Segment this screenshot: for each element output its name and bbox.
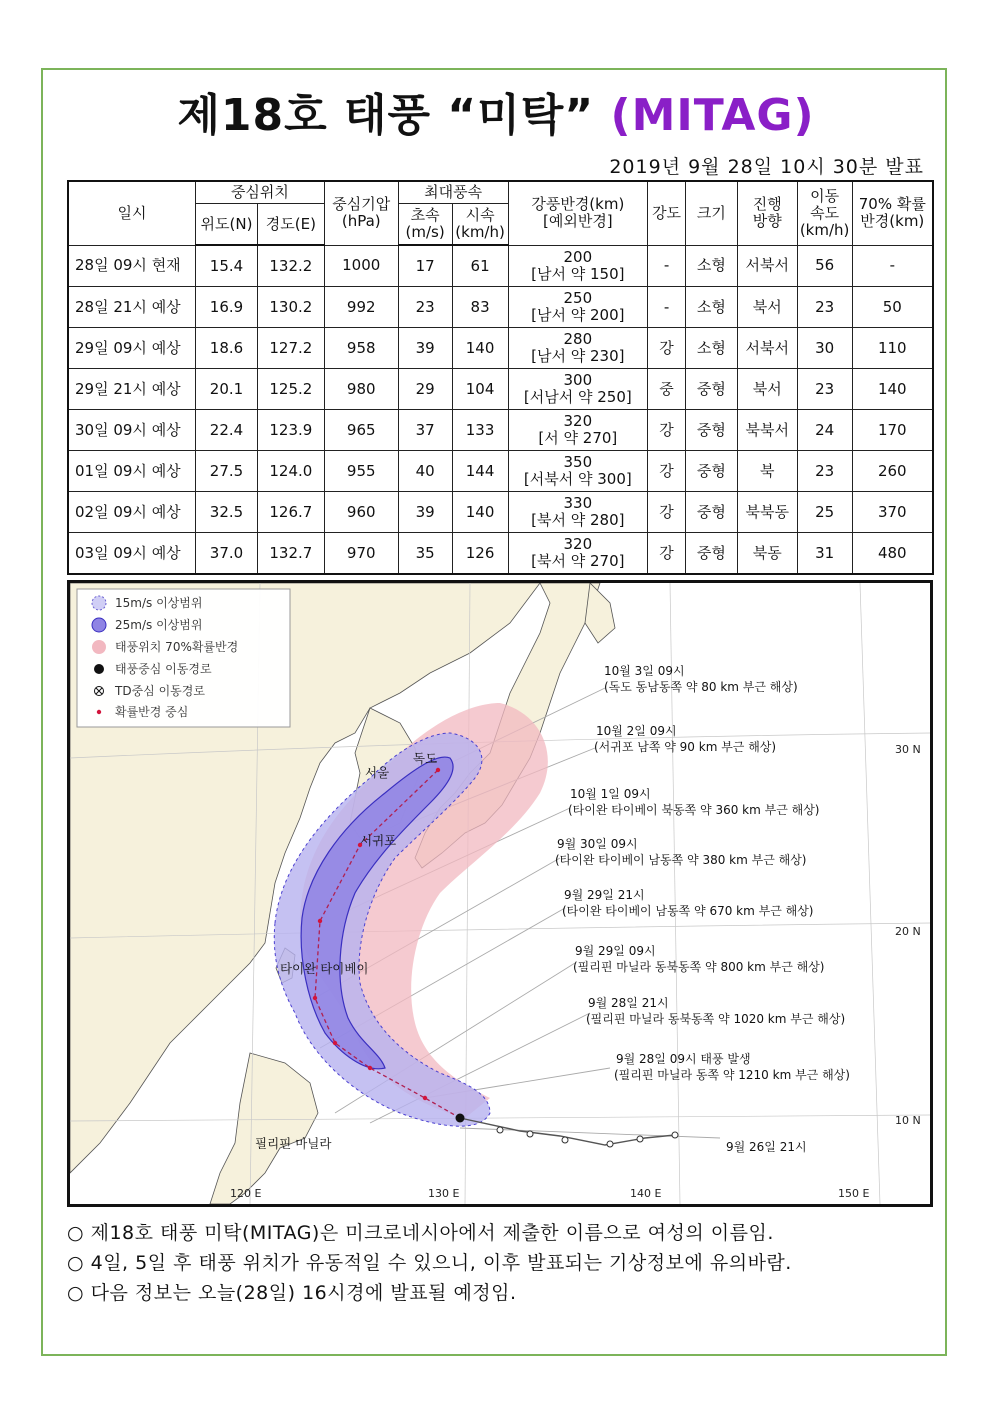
- cell-time: 03일 09시 예상: [68, 533, 196, 575]
- cell-radius: 300 [서남서 약 250]: [508, 369, 648, 410]
- header-prob-radius: 70% 확률 반경(km): [852, 181, 933, 245]
- cell-size: 소형: [686, 328, 738, 369]
- cell-size: 중형: [686, 369, 738, 410]
- cell-pres: 992: [324, 287, 398, 328]
- legend-prob: 태풍위치 70%확률반경: [115, 640, 239, 654]
- cell-prob: 110: [852, 328, 933, 369]
- cell-dir: 북서: [737, 287, 797, 328]
- cell-speed: 24: [797, 410, 852, 451]
- table-row: [68, 328, 933, 369]
- cell-dir: 북북동: [737, 492, 797, 533]
- cell-intensity: 강: [648, 328, 686, 369]
- cell-pres: 970: [324, 533, 398, 575]
- cell-lat: 22.4: [196, 410, 258, 451]
- cell-ms: 29: [398, 369, 452, 410]
- cell-ms: 40: [398, 451, 452, 492]
- cell-lat: 20.1: [196, 369, 258, 410]
- cell-prob: -: [852, 245, 933, 287]
- cell-intensity: 강: [648, 410, 686, 451]
- cell-prob: 50: [852, 287, 933, 328]
- city-seoul: 서울: [365, 765, 390, 780]
- cell-kmh: 126: [452, 533, 508, 575]
- cell-speed: 23: [797, 451, 852, 492]
- cell-dir: 서북서: [737, 245, 797, 287]
- cell-kmh: 61: [452, 245, 508, 287]
- typhoon-current-icon: [456, 1114, 465, 1123]
- header-maxwind: 최대풍속: [398, 181, 508, 204]
- cell-prob: 140: [852, 369, 933, 410]
- cell-intensity: 강: [648, 492, 686, 533]
- cell-speed: 31: [797, 533, 852, 575]
- cell-dir: 북: [737, 451, 797, 492]
- cell-kmh: 83: [452, 287, 508, 328]
- cell-size: 소형: [686, 245, 738, 287]
- svg-text:10월 1일 09시: 10월 1일 09시: [570, 787, 651, 801]
- cell-pres: 965: [324, 410, 398, 451]
- legend-15: 15m/s 이상범위: [115, 596, 203, 610]
- legend-track: 태풍중심 이동경로: [115, 662, 212, 676]
- cell-lat: 32.5: [196, 492, 258, 533]
- legend-td: TD중심 이동경로: [115, 684, 205, 698]
- map-legend: [77, 589, 290, 727]
- svg-text:150 E: 150 E: [838, 1187, 870, 1200]
- note-1: ○ 제18호 태풍 미탁(MITAG)은 미크로네시아에서 제출한 이름으로 여성의 이름임.: [67, 1222, 774, 1244]
- cell-radius: 350 [서북서 약 300]: [508, 451, 648, 492]
- cell-lon: 126.7: [257, 492, 324, 533]
- cell-radius: 200 [남서 약 150]: [508, 245, 648, 287]
- cell-pres: 980: [324, 369, 398, 410]
- header-pressure: 중심기압 (hPa): [324, 181, 398, 245]
- svg-text:(필리핀 마닐라 동북동쪽 약 800 km 부근 해상): (필리핀 마닐라 동북동쪽 약 800 km 부근 해상): [573, 960, 825, 974]
- note-2: ○ 4일, 5일 후 태풍 위치가 유동적일 수 있으니, 이후 발표되는 기상정보에 유의바람.: [67, 1252, 792, 1274]
- cell-radius: 280 [남서 약 230]: [508, 328, 648, 369]
- cell-lat: 18.6: [196, 328, 258, 369]
- header-speed: 이동 속도 (km/h): [797, 181, 852, 245]
- svg-text:(타이완 타이베이 남동쪽 약 380 km 부근 해상): (타이완 타이베이 남동쪽 약 380 km 부근 해상): [555, 853, 807, 867]
- cell-intensity: 중: [648, 369, 686, 410]
- cell-size: 중형: [686, 410, 738, 451]
- cell-kmh: 140: [452, 492, 508, 533]
- cell-pres: 1000: [324, 245, 398, 287]
- svg-text:9월 28일 09시 태풍 발생: 9월 28일 09시 태풍 발생: [616, 1052, 751, 1066]
- cell-time: 30일 09시 예상: [68, 410, 196, 451]
- cell-pres: 958: [324, 328, 398, 369]
- cell-prob: 370: [852, 492, 933, 533]
- cell-time: 01일 09시 예상: [68, 451, 196, 492]
- cell-lon: 123.9: [257, 410, 324, 451]
- cell-speed: 56: [797, 245, 852, 287]
- cell-size: 중형: [686, 492, 738, 533]
- cell-intensity: 강: [648, 451, 686, 492]
- cell-ms: 37: [398, 410, 452, 451]
- header-size: 크기: [686, 181, 738, 245]
- table-row: [68, 492, 933, 533]
- cell-intensity: 강: [648, 533, 686, 575]
- svg-text:30 N: 30 N: [895, 743, 921, 756]
- cell-radius: 320 [서 약 270]: [508, 410, 648, 451]
- cell-lat: 15.4: [196, 245, 258, 287]
- cell-time: 28일 21시 예상: [68, 287, 196, 328]
- svg-text:9월 29일 21시: 9월 29일 21시: [564, 888, 645, 902]
- note-3: ○ 다음 정보는 오늘(28일) 16시경에 발표될 예정임.: [67, 1282, 517, 1304]
- header-lat: 위도(N): [196, 204, 258, 246]
- cell-time: 29일 21시 예상: [68, 369, 196, 410]
- cell-prob: 170: [852, 410, 933, 451]
- cell-radius: 320 [북서 약 270]: [508, 533, 648, 575]
- issued-time: 2019년 9월 28일 10시 30분 발표: [609, 156, 924, 178]
- cell-dir: 북동: [737, 533, 797, 575]
- cell-dir: 서북서: [737, 328, 797, 369]
- cell-ms: 35: [398, 533, 452, 575]
- cell-speed: 30: [797, 328, 852, 369]
- cell-radius: 250 [남서 약 200]: [508, 287, 648, 328]
- header-kmh: 시속 (km/h): [452, 204, 508, 246]
- typhoon-track-map: [67, 580, 933, 1207]
- table-row: [68, 245, 933, 287]
- cell-ms: 23: [398, 287, 452, 328]
- cell-kmh: 104: [452, 369, 508, 410]
- legend-center: 확률반경 중심: [115, 705, 189, 719]
- svg-text:140 E: 140 E: [630, 1187, 662, 1200]
- svg-text:(타이완 타이베이 남동쪽 약 670 km 부근 해상): (타이완 타이베이 남동쪽 약 670 km 부근 해상): [562, 904, 814, 918]
- svg-text:9월 29일 09시: 9월 29일 09시: [575, 944, 656, 958]
- cell-speed: 23: [797, 287, 852, 328]
- svg-text:10월 3일 09시: 10월 3일 09시: [604, 664, 685, 678]
- svg-text:10 N: 10 N: [895, 1114, 921, 1127]
- cell-intensity: -: [648, 287, 686, 328]
- cell-ms: 39: [398, 328, 452, 369]
- svg-text:(독도 동남동쪽 약 80 km 부근 해상): (독도 동남동쪽 약 80 km 부근 해상): [604, 680, 798, 694]
- table-row: [68, 287, 933, 328]
- svg-text:9월 28일 21시: 9월 28일 21시: [588, 996, 669, 1010]
- table-row: [68, 369, 933, 410]
- svg-text:(필리핀 마닐라 동쪽 약 1210 km 부근 해상): (필리핀 마닐라 동쪽 약 1210 km 부근 해상): [614, 1068, 850, 1082]
- cell-size: 중형: [686, 533, 738, 575]
- td-start-label: 9월 26일 21시: [726, 1140, 807, 1154]
- cell-time: 28일 09시 현재: [68, 245, 196, 287]
- cell-kmh: 144: [452, 451, 508, 492]
- cell-size: 소형: [686, 287, 738, 328]
- table-row: [68, 533, 933, 575]
- cell-pres: 955: [324, 451, 398, 492]
- cell-dir: 북북서: [737, 410, 797, 451]
- cell-dir: 북서: [737, 369, 797, 410]
- cell-lon: 132.7: [257, 533, 324, 575]
- cell-lon: 132.2: [257, 245, 324, 287]
- cell-lon: 124.0: [257, 451, 324, 492]
- cell-radius: 330 [북서 약 280]: [508, 492, 648, 533]
- cell-speed: 23: [797, 369, 852, 410]
- cell-intensity: -: [648, 245, 686, 287]
- title-english: (MITAG): [610, 90, 815, 141]
- cell-lon: 130.2: [257, 287, 324, 328]
- city-dokdo: 독도: [413, 751, 438, 766]
- notes: [67, 1218, 792, 1308]
- header-ms: 초속 (m/s): [398, 204, 452, 246]
- cell-time: 02일 09시 예상: [68, 492, 196, 533]
- city-manila: 필리핀 마닐라: [255, 1136, 332, 1151]
- cell-lat: 16.9: [196, 287, 258, 328]
- cell-lon: 127.2: [257, 328, 324, 369]
- city-seogwipo: 서귀포: [360, 833, 397, 848]
- header-center: 중심위치: [196, 181, 325, 204]
- header-direction: 진행 방향: [737, 181, 797, 245]
- cell-lon: 125.2: [257, 369, 324, 410]
- cell-time: 29일 09시 예상: [68, 328, 196, 369]
- header-intensity: 강도: [648, 181, 686, 245]
- cell-prob: 260: [852, 451, 933, 492]
- cell-lat: 37.0: [196, 533, 258, 575]
- forecast-table: [67, 180, 934, 575]
- cell-prob: 480: [852, 533, 933, 575]
- svg-text:(서귀포 남쪽 약 90 km 부근 해상): (서귀포 남쪽 약 90 km 부근 해상): [594, 740, 777, 754]
- cell-kmh: 133: [452, 410, 508, 451]
- cell-pres: 960: [324, 492, 398, 533]
- svg-text:(타이완 타이베이 북동쪽 약 360 km 부근 해상): (타이완 타이베이 북동쪽 약 360 km 부근 해상): [568, 803, 820, 817]
- cell-size: 중형: [686, 451, 738, 492]
- cell-kmh: 140: [452, 328, 508, 369]
- svg-text:130 E: 130 E: [428, 1187, 460, 1200]
- cell-ms: 39: [398, 492, 452, 533]
- header-time: 일시: [68, 181, 196, 245]
- svg-text:9월 30일 09시: 9월 30일 09시: [557, 837, 638, 851]
- header-lon: 경도(E): [257, 204, 324, 246]
- table-row: [68, 451, 933, 492]
- cell-speed: 25: [797, 492, 852, 533]
- svg-text:120 E: 120 E: [230, 1187, 262, 1200]
- svg-text:(필리핀 마닐라 동북동쪽 약 1020 km 부근 해상): (필리핀 마닐라 동북동쪽 약 1020 km 부근 해상): [586, 1012, 846, 1026]
- svg-text:20 N: 20 N: [895, 925, 921, 938]
- cell-ms: 17: [398, 245, 452, 287]
- page-title: [0, 88, 992, 144]
- table-row: [68, 410, 933, 451]
- header-radius: 강풍반경(km) [예외반경]: [508, 181, 648, 245]
- svg-text:10월 2일 09시: 10월 2일 09시: [596, 724, 677, 738]
- cell-lat: 27.5: [196, 451, 258, 492]
- legend-25: 25m/s 이상범위: [115, 618, 203, 632]
- track-map-svg: [70, 583, 930, 1204]
- city-taipei: 타이완 타이베이: [280, 961, 369, 976]
- title-korean: 제18호 태풍 “미탁”: [177, 90, 595, 141]
